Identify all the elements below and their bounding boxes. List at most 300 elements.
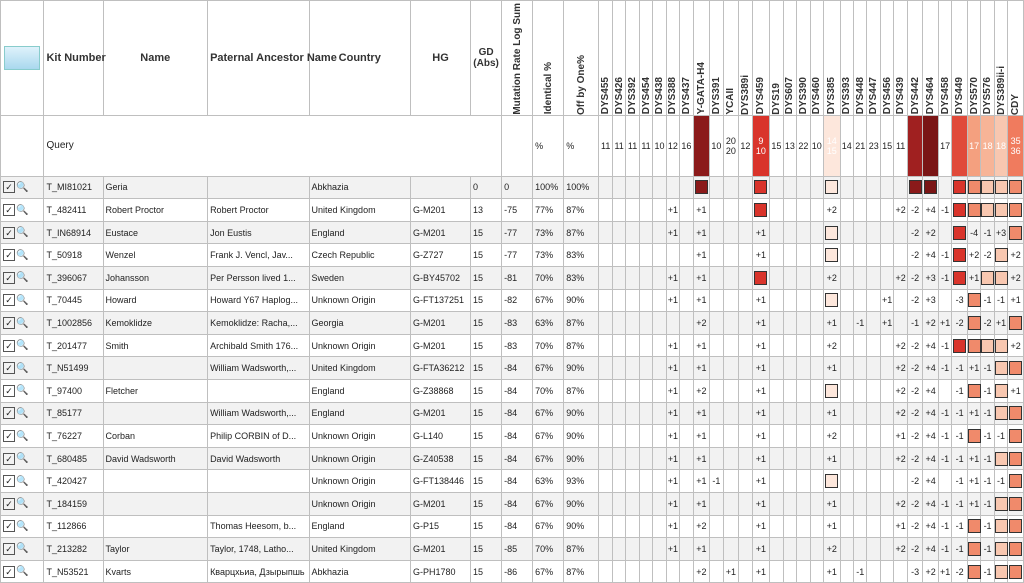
marker-cell <box>797 289 810 312</box>
select-checkbox[interactable]: ✓ <box>3 566 15 578</box>
search-icon[interactable]: 🔍 <box>16 520 29 532</box>
marker-cell: +2 <box>693 515 710 538</box>
cell-paternal-ancestor: Frank J. Vencl, Jav... <box>208 244 309 267</box>
table-row[interactable] <box>1 221 1024 244</box>
marker-swatch <box>995 406 1008 420</box>
marker-cell <box>639 515 652 538</box>
marker-cell: -1 <box>981 470 994 493</box>
marker-cell <box>639 402 652 425</box>
marker-cell: +4 <box>923 425 939 448</box>
marker-cell <box>612 176 625 199</box>
marker-cell <box>797 312 810 335</box>
marker-swatch <box>968 519 981 533</box>
marker-cell <box>867 176 880 199</box>
marker-cell <box>653 515 666 538</box>
table-row[interactable] <box>1 176 1024 199</box>
cell-mutation-rate: -82 <box>502 289 533 312</box>
marker-cell <box>797 267 810 290</box>
col-marker-18[interactable]: DYS448 <box>854 1 867 116</box>
select-checkbox[interactable]: ✓ <box>3 227 15 239</box>
col-marker-27[interactable]: DYS576 <box>981 1 994 116</box>
query-marker-20: 15 <box>880 115 893 176</box>
marker-cell <box>1008 425 1024 448</box>
col-marker-29[interactable]: CDY <box>1008 1 1024 116</box>
marker-swatch <box>1009 180 1022 194</box>
select-checkbox[interactable]: ✓ <box>3 204 15 216</box>
marker-swatch <box>968 429 981 443</box>
table-row[interactable] <box>1 447 1024 470</box>
marker-cell <box>770 221 783 244</box>
search-icon[interactable]: 🔍 <box>16 453 29 465</box>
marker-cell <box>967 560 980 583</box>
col-marker-11[interactable]: DYS459 <box>752 1 770 116</box>
col-marker-14[interactable]: DYS390 <box>797 1 810 116</box>
cell-kit-number[interactable]: T_85177 <box>44 402 103 425</box>
marker-cell <box>639 312 652 335</box>
select-checkbox[interactable]: ✓ <box>3 520 15 532</box>
col-country[interactable]: Country <box>309 1 410 116</box>
search-icon[interactable]: 🔍 <box>16 272 29 284</box>
table-row[interactable] <box>1 515 1024 538</box>
marker-cell: -1 <box>907 312 923 335</box>
marker-cell <box>840 244 853 267</box>
marker-cell: -1 <box>952 425 968 448</box>
cell-haplogroup <box>411 176 471 199</box>
cell-kit-number[interactable]: T_213282 <box>44 538 103 561</box>
cell-paternal-ancestor: Jon Eustis <box>208 221 309 244</box>
cell-kit-number[interactable]: T_482411 <box>44 199 103 222</box>
marker-cell <box>981 199 994 222</box>
cell-kit-number[interactable]: T_50918 <box>44 244 103 267</box>
search-icon[interactable]: 🔍 <box>16 294 29 306</box>
col-mutation-rate[interactable]: Mutation Rate Log Sum <box>502 1 533 116</box>
marker-cell <box>894 289 907 312</box>
marker-cell: -1 <box>981 492 994 515</box>
marker-cell <box>680 244 693 267</box>
marker-swatch <box>953 248 966 262</box>
marker-cell <box>880 176 893 199</box>
query-marker-23 <box>923 115 939 176</box>
marker-cell <box>894 176 907 199</box>
col-marker-22[interactable]: DYS442 <box>907 1 923 116</box>
col-marker-25[interactable]: DYS449 <box>952 1 968 116</box>
marker-cell <box>599 538 612 561</box>
search-icon[interactable]: 🔍 <box>16 543 29 555</box>
search-icon[interactable]: 🔍 <box>16 407 29 419</box>
cell-country: United Kingdom <box>309 538 410 561</box>
cell-kit-number[interactable]: T_IN68914 <box>44 221 103 244</box>
select-checkbox[interactable]: ✓ <box>3 317 15 329</box>
table-row[interactable] <box>1 244 1024 267</box>
cell-kit-number[interactable]: T_76227 <box>44 425 103 448</box>
marker-cell <box>967 380 980 403</box>
cell-identical-pct: 73% <box>533 244 564 267</box>
marker-cell <box>653 425 666 448</box>
table-row[interactable] <box>1 380 1024 403</box>
cell-kit-number[interactable]: T_N51499 <box>44 357 103 380</box>
search-icon[interactable]: 🔍 <box>16 362 29 374</box>
marker-cell <box>810 560 823 583</box>
marker-cell <box>981 176 994 199</box>
marker-cell <box>680 470 693 493</box>
marker-cell: +4 <box>923 447 939 470</box>
cell-kit-number[interactable]: T_420427 <box>44 470 103 493</box>
query-offbyone: % <box>564 115 599 176</box>
marker-cell <box>739 515 752 538</box>
marker-cell: +2 <box>1008 244 1024 267</box>
marker-cell <box>840 470 853 493</box>
marker-cell <box>723 515 739 538</box>
marker-cell <box>967 425 980 448</box>
marker-cell <box>994 380 1007 403</box>
marker-cell: -2 <box>952 312 968 335</box>
col-marker-6[interactable]: DYS437 <box>680 1 693 116</box>
cell-identical-pct: 67% <box>533 425 564 448</box>
search-icon[interactable]: 🔍 <box>16 340 29 352</box>
marker-cell <box>639 380 652 403</box>
cell-kit-number[interactable]: T_396067 <box>44 267 103 290</box>
cell-identical-pct: 63% <box>533 312 564 335</box>
select-checkbox[interactable]: ✓ <box>3 181 15 193</box>
search-icon[interactable]: 🔍 <box>16 475 29 487</box>
query-marker-24: 17 <box>938 115 951 176</box>
marker-cell: +1 <box>824 560 841 583</box>
marker-cell <box>952 221 968 244</box>
cell-paternal-ancestor: Per Persson lived 1... <box>208 267 309 290</box>
table-row[interactable] <box>1 492 1024 515</box>
col-marker-23[interactable]: DYS464 <box>923 1 939 116</box>
marker-swatch <box>754 271 767 285</box>
marker-cell <box>824 380 841 403</box>
marker-cell <box>994 492 1007 515</box>
marker-cell: -2 <box>952 560 968 583</box>
select-checkbox[interactable]: ✓ <box>3 475 15 487</box>
marker-cell <box>639 357 652 380</box>
col-marker-13[interactable]: DYS607 <box>783 1 796 116</box>
select-checkbox[interactable]: ✓ <box>3 430 15 442</box>
marker-cell: +2 <box>824 267 841 290</box>
marker-cell <box>867 221 880 244</box>
search-icon[interactable]: 🔍 <box>16 204 29 216</box>
marker-cell <box>867 357 880 380</box>
marker-cell: -1 <box>938 402 951 425</box>
query-marker-6: 16 <box>680 115 693 176</box>
col-marker-10[interactable]: DYS389i <box>739 1 752 116</box>
col-marker-16[interactable]: DYS385 <box>824 1 841 116</box>
select-checkbox[interactable]: ✓ <box>3 294 15 306</box>
cell-off-by-one-pct: 87% <box>564 312 599 335</box>
marker-cell: +4 <box>923 492 939 515</box>
marker-cell <box>770 199 783 222</box>
marker-cell: +1 <box>967 470 980 493</box>
cell-name: Corban <box>103 425 208 448</box>
cell-identical-pct: 70% <box>533 538 564 561</box>
cell-off-by-one-pct: 87% <box>564 221 599 244</box>
marker-cell <box>723 402 739 425</box>
marker-swatch <box>953 339 966 353</box>
cell-kit-number[interactable]: T_184159 <box>44 492 103 515</box>
marker-cell: +2 <box>894 267 907 290</box>
search-icon[interactable]: 🔍 <box>16 249 29 261</box>
marker-cell: -2 <box>907 470 923 493</box>
marker-swatch <box>754 203 767 217</box>
select-checkbox[interactable]: ✓ <box>3 385 15 397</box>
cell-kit-number[interactable]: T_680485 <box>44 447 103 470</box>
marker-cell <box>854 176 867 199</box>
marker-cell <box>1008 312 1024 335</box>
table-row[interactable] <box>1 357 1024 380</box>
marker-swatch <box>995 519 1008 533</box>
marker-cell <box>653 402 666 425</box>
marker-cell <box>810 402 823 425</box>
cell-haplogroup: G-L140 <box>411 425 471 448</box>
cell-identical-pct: 70% <box>533 380 564 403</box>
cell-off-by-one-pct: 87% <box>564 538 599 561</box>
marker-cell: +1 <box>693 357 710 380</box>
cell-off-by-one-pct: 90% <box>564 425 599 448</box>
marker-cell <box>612 470 625 493</box>
select-checkbox[interactable]: ✓ <box>3 362 15 374</box>
col-hg[interactable]: HG <box>411 1 471 116</box>
select-checkbox[interactable]: ✓ <box>3 249 15 261</box>
select-checkbox[interactable]: ✓ <box>3 498 15 510</box>
cell-kit-number[interactable]: T_70445 <box>44 289 103 312</box>
marker-cell <box>867 267 880 290</box>
marker-cell: +1 <box>693 334 710 357</box>
cell-kit-number[interactable]: T_1002856 <box>44 312 103 335</box>
marker-cell <box>994 244 1007 267</box>
marker-cell <box>723 425 739 448</box>
cell-mutation-rate: -84 <box>502 402 533 425</box>
marker-cell: -1 <box>994 470 1007 493</box>
marker-cell <box>824 176 841 199</box>
marker-cell: -1 <box>938 447 951 470</box>
marker-cell <box>840 334 853 357</box>
marker-cell <box>810 244 823 267</box>
marker-cell <box>653 538 666 561</box>
col-identical[interactable]: Identical % <box>533 1 564 116</box>
marker-cell <box>810 289 823 312</box>
cell-country: Abkhazia <box>309 176 410 199</box>
marker-cell <box>840 221 853 244</box>
marker-cell <box>710 402 723 425</box>
marker-cell <box>639 289 652 312</box>
cell-gd: 15 <box>471 244 502 267</box>
col-marker-21[interactable]: DYS439 <box>894 1 907 116</box>
marker-cell <box>867 244 880 267</box>
table-row[interactable] <box>1 402 1024 425</box>
marker-cell <box>880 357 893 380</box>
table-row[interactable] <box>1 199 1024 222</box>
col-marker-9[interactable]: YCAII <box>723 1 739 116</box>
query-row <box>1 115 1024 176</box>
col-marker-26[interactable]: DYS570 <box>967 1 980 116</box>
table-row[interactable] <box>1 425 1024 448</box>
marker-cell: +1 <box>752 357 770 380</box>
cell-off-by-one-pct: 90% <box>564 402 599 425</box>
table-row[interactable] <box>1 312 1024 335</box>
marker-cell <box>952 199 968 222</box>
cell-haplogroup: G-Z40538 <box>411 447 471 470</box>
marker-cell <box>653 470 666 493</box>
marker-cell <box>680 492 693 515</box>
marker-cell: +1 <box>824 492 841 515</box>
marker-cell <box>1008 515 1024 538</box>
select-checkbox[interactable]: ✓ <box>3 272 15 284</box>
marker-cell <box>981 267 994 290</box>
marker-cell: +1 <box>666 402 679 425</box>
cell-kit-number[interactable]: T_97400 <box>44 380 103 403</box>
marker-cell <box>770 244 783 267</box>
marker-cell <box>783 267 796 290</box>
select-checkbox[interactable]: ✓ <box>3 407 15 419</box>
marker-cell <box>739 538 752 561</box>
marker-cell <box>797 470 810 493</box>
query-marker-1: 11 <box>612 115 625 176</box>
cell-kit-number[interactable]: T_MI81021 <box>44 176 103 199</box>
marker-cell <box>840 289 853 312</box>
cell-off-by-one-pct: 83% <box>564 267 599 290</box>
marker-cell: +1 <box>666 538 679 561</box>
cell-mutation-rate: -83 <box>502 334 533 357</box>
search-icon[interactable]: 🔍 <box>16 430 29 442</box>
marker-cell: +4 <box>923 334 939 357</box>
select-checkbox[interactable]: ✓ <box>3 453 15 465</box>
marker-swatch <box>981 203 994 217</box>
marker-swatch <box>825 384 838 398</box>
marker-cell <box>810 199 823 222</box>
cell-off-by-one-pct: 90% <box>564 492 599 515</box>
select-checkbox[interactable]: ✓ <box>3 543 15 555</box>
col-marker-8[interactable]: DYS391 <box>710 1 723 116</box>
marker-cell <box>653 492 666 515</box>
select-checkbox[interactable]: ✓ <box>3 340 15 352</box>
col-marker-5[interactable]: DYS388 <box>666 1 679 116</box>
marker-cell <box>810 267 823 290</box>
col-marker-28[interactable]: DYS389ii-i <box>994 1 1007 116</box>
col-marker-17[interactable]: DYS393 <box>840 1 853 116</box>
col-marker-4[interactable]: DYS438 <box>653 1 666 116</box>
marker-cell <box>626 470 639 493</box>
search-icon[interactable]: 🔍 <box>16 181 29 193</box>
col-marker-15[interactable]: DYS460 <box>810 1 823 116</box>
cell-identical-pct: 67% <box>533 492 564 515</box>
marker-cell: +1 <box>994 312 1007 335</box>
marker-cell <box>599 470 612 493</box>
col-name[interactable]: Name <box>103 1 208 116</box>
col-marker-0[interactable]: DYS455 <box>599 1 612 116</box>
col-marker-24[interactable]: DYS458 <box>938 1 951 116</box>
search-icon[interactable]: 🔍 <box>16 317 29 329</box>
table-row[interactable] <box>1 267 1024 290</box>
table-row[interactable] <box>1 538 1024 561</box>
cell-kit-number[interactable]: T_112866 <box>44 515 103 538</box>
col-marker-20[interactable]: DYS456 <box>880 1 893 116</box>
marker-cell: +3 <box>994 221 1007 244</box>
results-body <box>1 115 1024 583</box>
col-kit-number[interactable]: Kit Number <box>44 1 103 116</box>
cell-kit-number[interactable]: T_N53521 <box>44 560 103 583</box>
marker-cell <box>680 538 693 561</box>
marker-cell <box>710 267 723 290</box>
marker-cell <box>680 380 693 403</box>
marker-cell: -1 <box>854 560 867 583</box>
col-marker-19[interactable]: DYS447 <box>867 1 880 116</box>
marker-cell <box>880 221 893 244</box>
col-marker-1[interactable]: DYS426 <box>612 1 625 116</box>
cell-haplogroup: G-FT137251 <box>411 289 471 312</box>
marker-cell <box>739 380 752 403</box>
cell-country: England <box>309 402 410 425</box>
marker-swatch <box>1009 519 1022 533</box>
cell-name <box>103 492 208 515</box>
marker-cell: +1 <box>967 447 980 470</box>
cell-gd: 15 <box>471 492 502 515</box>
cell-kit-number[interactable]: T_201477 <box>44 334 103 357</box>
cell-paternal-ancestor: Philip CORBIN of D... <box>208 425 309 448</box>
cell-paternal-ancestor: Archibald Smith 176... <box>208 334 309 357</box>
query-marker-16: 14 15 <box>824 115 841 176</box>
marker-cell <box>994 538 1007 561</box>
search-icon[interactable]: 🔍 <box>16 566 29 578</box>
marker-swatch <box>825 180 838 194</box>
cell-country: United Kingdom <box>309 357 410 380</box>
query-marker-14: 22 <box>797 115 810 176</box>
marker-cell <box>770 402 783 425</box>
marker-cell <box>797 334 810 357</box>
col-marker-7[interactable]: Y-GATA-H4 <box>693 1 710 116</box>
marker-cell: +2 <box>894 380 907 403</box>
cell-identical-pct: 77% <box>533 199 564 222</box>
col-off-by-one[interactable]: Off by One% <box>564 1 599 116</box>
marker-cell <box>867 538 880 561</box>
marker-swatch <box>953 180 966 194</box>
table-row[interactable] <box>1 334 1024 357</box>
col-paternal-ancestor[interactable]: Paternal Ancestor Name <box>208 1 309 116</box>
marker-cell <box>797 357 810 380</box>
marker-cell <box>994 267 1007 290</box>
marker-cell: -2 <box>907 289 923 312</box>
table-row[interactable] <box>1 289 1024 312</box>
col-gd[interactable]: GD (Abs) <box>471 1 502 116</box>
marker-cell <box>867 312 880 335</box>
search-icon[interactable]: 🔍 <box>16 385 29 397</box>
cell-paternal-ancestor: David Wadsworth <box>208 447 309 470</box>
marker-cell: +1 <box>752 560 770 583</box>
table-row[interactable] <box>1 470 1024 493</box>
search-icon[interactable]: 🔍 <box>16 498 29 510</box>
marker-cell <box>710 357 723 380</box>
marker-cell: -1 <box>952 402 968 425</box>
marker-cell <box>880 267 893 290</box>
marker-cell: +2 <box>894 447 907 470</box>
query-marker-21: 11 <box>894 115 907 176</box>
marker-swatch <box>968 203 981 217</box>
col-marker-3[interactable]: DYS454 <box>639 1 652 116</box>
marker-cell <box>840 447 853 470</box>
cell-name: Fletcher <box>103 380 208 403</box>
marker-cell: -4 <box>967 221 980 244</box>
marker-cell <box>723 380 739 403</box>
col-marker-12[interactable]: DYS19 <box>770 1 783 116</box>
table-row[interactable] <box>1 560 1024 583</box>
marker-cell <box>840 560 853 583</box>
marker-cell <box>599 289 612 312</box>
col-marker-2[interactable]: DYS392 <box>626 1 639 116</box>
marker-cell <box>653 267 666 290</box>
cell-paternal-ancestor: Thomas Heesom, b... <box>208 515 309 538</box>
search-icon[interactable]: 🔍 <box>16 227 29 239</box>
